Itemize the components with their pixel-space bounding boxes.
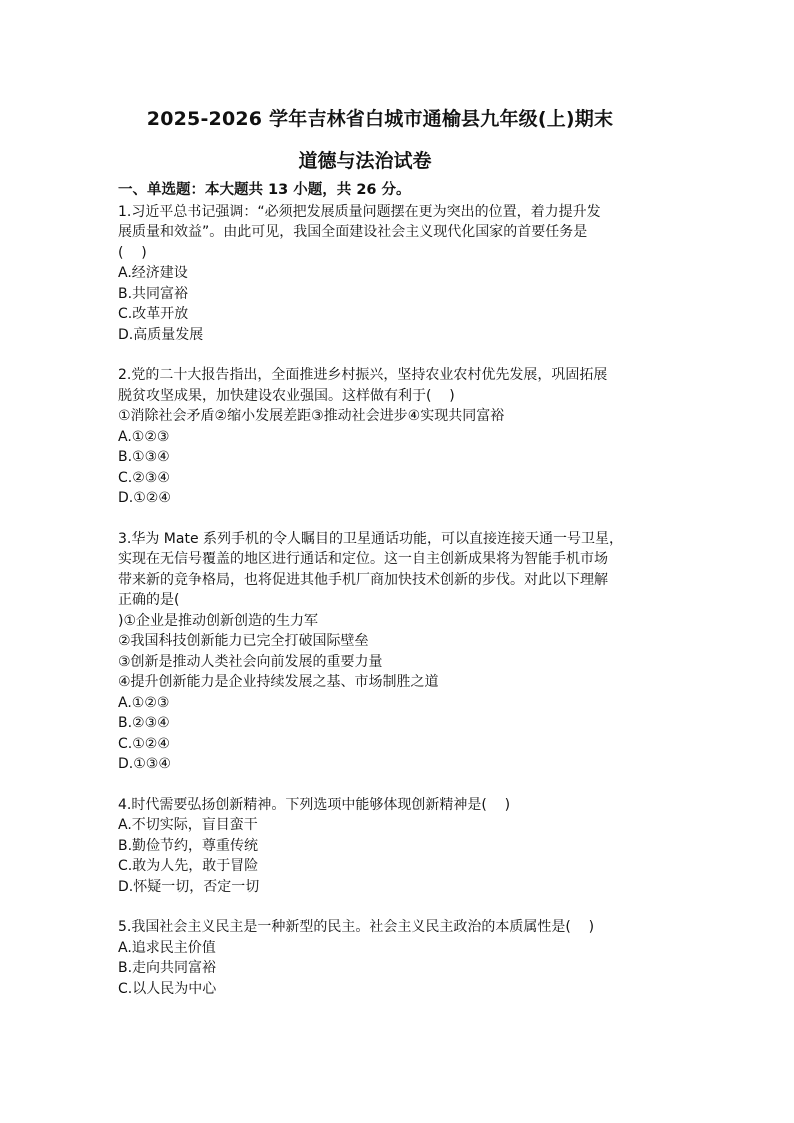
- question-3: [118, 529, 688, 775]
- option-b: B.②③④: [118, 715, 170, 731]
- question-line: )①企业是推动创新创造的生力军: [118, 612, 319, 629]
- question-line: 5.我国社会主义民主是一种新型的民主。社会主义民主政治的本质属性是( ): [118, 919, 595, 935]
- option-a: A.追求民主价值: [118, 939, 216, 956]
- question-line: 3.华为 Mate 系列手机的令人瞩目的卫星通话功能，可以直接连接天通一号卫星，: [118, 530, 624, 547]
- option-b: B.勤俭节约，尊重传统: [118, 837, 259, 854]
- question-line: 展质量和效益”。由此可见，我国全面建设社会主义现代化国家的首要任务是: [118, 224, 588, 240]
- question-line: ( ): [118, 244, 147, 261]
- question-2: [118, 365, 688, 509]
- option-c: C.②③④: [118, 469, 170, 486]
- question-line: 1.习近平总书记强调：“必须把发展质量问题摆在更为突出的位置，着力提升发: [118, 203, 601, 220]
- question-line: 2.党的二十大报告指出，全面推进乡村振兴，坚持农业农村优先发展，巩固拓展: [118, 367, 608, 383]
- section-heading: 一、单选题：本大题共 13 小题，共 26 分。: [118, 182, 411, 198]
- question-line: 带来新的竞争格局，也将促进其他手机厂商加快技术创新的步伐。对此以下理解: [118, 571, 608, 588]
- question-5: [118, 917, 688, 999]
- question-line: 4.时代需要弘扬创新精神。下列选项中能够体现创新精神是( ): [118, 796, 511, 813]
- question-line: ①消除社会矛盾②缩小发展差距③推动社会进步④实现共同富裕: [118, 408, 505, 424]
- option-b: B.共同富裕: [118, 285, 189, 302]
- exam-content: [118, 180, 688, 999]
- question-line: 正确的是(: [118, 592, 180, 608]
- option-a: A.经济建设: [118, 265, 188, 281]
- option-a: A.①②③: [118, 428, 170, 445]
- option-c: C.改革开放: [118, 306, 189, 322]
- option-a: A.①②③: [118, 694, 170, 711]
- option-c: C.敢为人先，敢于冒险: [118, 858, 259, 874]
- option-d: D.①②④: [118, 490, 171, 506]
- option-c: C.以人民为中心: [118, 980, 217, 997]
- option-c: C.①②④: [118, 735, 170, 752]
- option-d: D.高质量发展: [118, 326, 204, 343]
- question-1: [118, 202, 688, 346]
- question-line: 实现在无信号覆盖的地区进行通话和定位。这一自主创新成果将为智能手机市场: [118, 551, 608, 567]
- option-a: A.不切实际，盲目蛮干: [118, 817, 258, 833]
- option-d: D.怀疑一切，否定一切: [118, 878, 260, 895]
- question-4: [118, 795, 688, 898]
- option-b: B.①③④: [118, 449, 170, 465]
- question-line: 脱贫攻坚成果，加快建设农业强国。这样做有利于( ): [118, 387, 455, 404]
- exam-title: 2025-2026 学年吉林省白城市通榆县九年级(上)期末: [146, 108, 614, 130]
- option-d: D.①③④: [118, 756, 171, 772]
- question-line: ③创新是推动人类社会向前发展的重要力量: [118, 653, 383, 670]
- exam-subtitle: 道德与法治试卷: [298, 150, 432, 172]
- question-line: ④提升创新能力是企业持续发展之基、市场制胜之道: [118, 674, 439, 690]
- option-b: B.走向共同富裕: [118, 960, 217, 976]
- question-line: ②我国科技创新能力已完全打破国际壁垒: [118, 633, 369, 649]
